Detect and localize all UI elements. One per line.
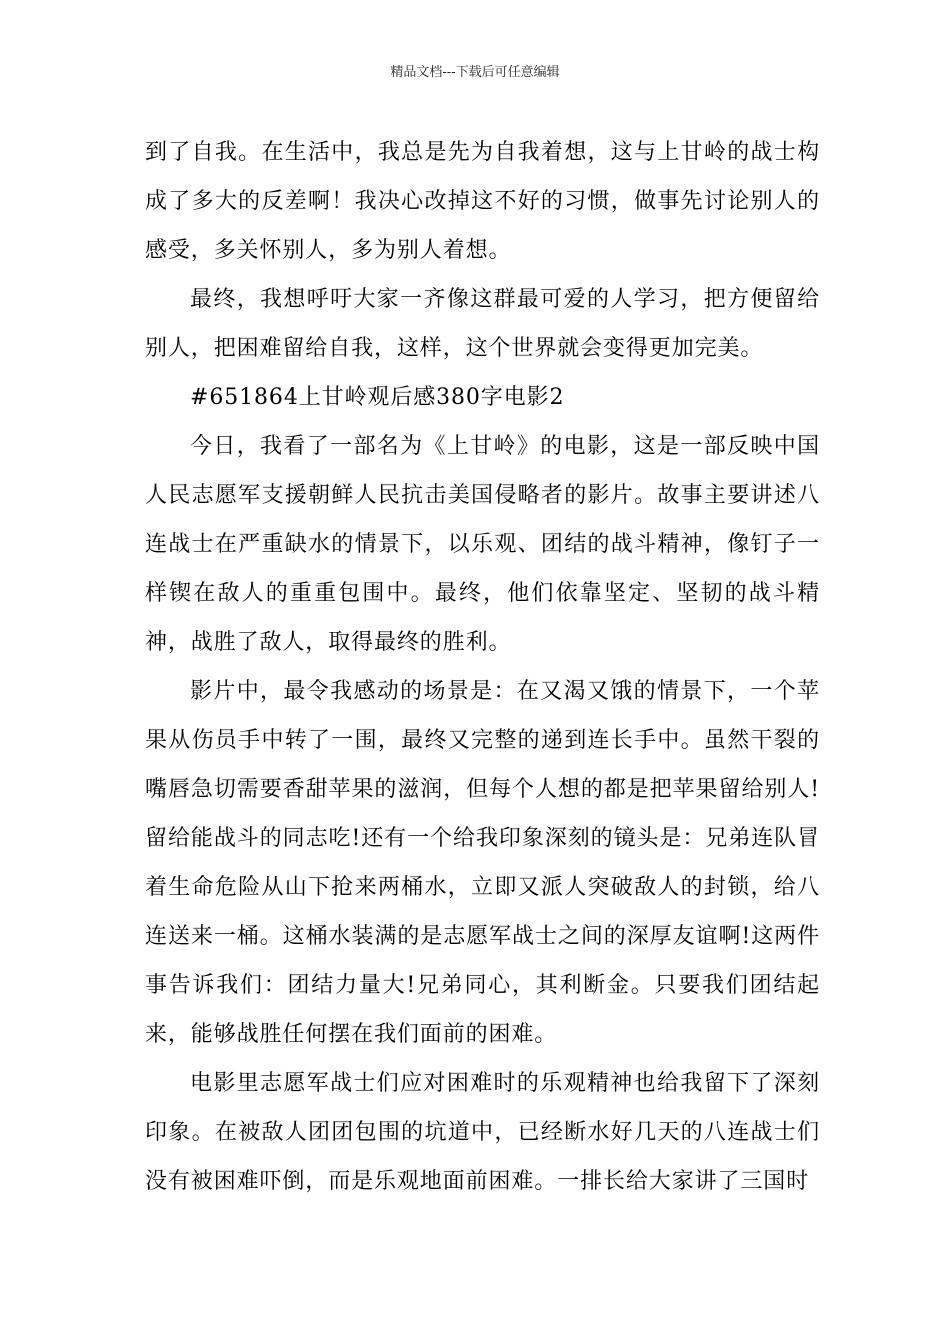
paragraph-continuation: 到了自我。在生活中，我总是先为自我着想，这与上甘岭的战士构成了多大的反差啊！我决心改掉这不好的习惯，做事先讨论别人的感受，多关怀别人，多为别人着想。 [145, 140, 820, 263]
section-title: #651864上甘岭观后感380字电影2 [190, 385, 565, 410]
document-body [145, 128, 820, 1206]
paragraph-conclusion: 最终，我想呼吁大家一齐像这群最可爱的人学习，把方便留给别人，把困难留给自我，这样，这个世界就会变得更加完美。 [145, 287, 820, 361]
paragraph-optimism: 电影里志愿军战士们应对困难时的乐观精神也给我留下了深刻印象。在被敌人团团包围的坑道中，已经断水好几天的八连战士们没有被困难吓倒，而是乐观地面前困难。一排长给大家讲了三国时 [145, 1071, 820, 1194]
page-header: 精品文档---下载后可任意编辑 [390, 65, 560, 80]
paragraph-touching-scene: 影片中，最令我感动的场景是：在又渴又饿的情景下，一个苹果从伤员手中转了一围，最终又完整的递到连长手中。虽然干裂的嘴唇急切需要香甜苹果的滋润，但每个人想的都是把苹果留给别人!留给能战斗的同志吃!还有一个给我印象深刻的镜头是：兄弟连队冒着生命危险从山下抢来两桶水，立即又派人突破敌人的封锁，给八连送来一桶。这桶水装满的是志愿军战士之间的深厚友谊啊!这两件事告诉我们：团结力量大!兄弟同心，其利断金。只要我们团结起来，能够战胜任何摆在我们面前的困难。 [145, 679, 820, 1047]
paragraph-intro: 今日，我看了一部名为《上甘岭》的电影，这是一部反映中国人民志愿军支援朝鲜人民抗击美国侵略者的影片。故事主要讲述八连战士在严重缺水的情景下，以乐观、团结的战斗精神，像钉子一样锲在敌人的重重包围中。最终，他们依靠坚定、坚韧的战斗精神，战胜了敌人，取得最终的胜利。 [145, 434, 820, 655]
